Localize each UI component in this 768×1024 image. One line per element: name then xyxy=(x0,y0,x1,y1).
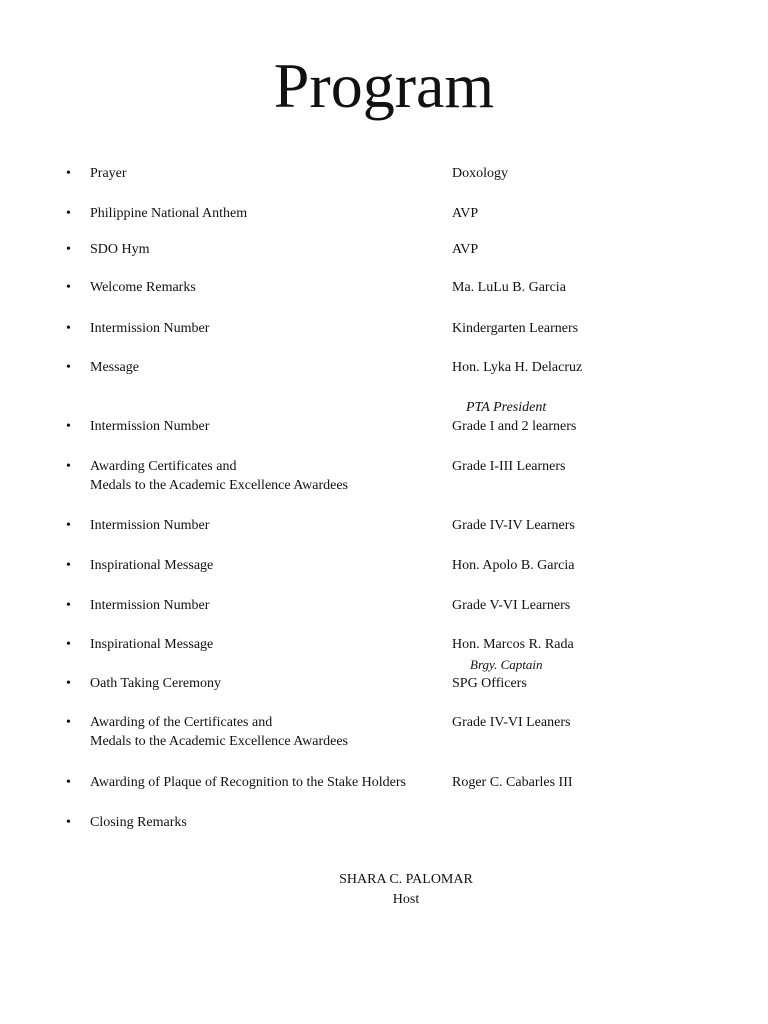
program-item-event-line: Message xyxy=(90,360,139,375)
program-item-performer: Doxology xyxy=(452,166,508,181)
bullet-icon: • xyxy=(66,360,71,375)
program-item-event xyxy=(90,813,440,832)
performer-subtitle-pta-president: PTA President xyxy=(466,400,547,415)
program-item-performer: Hon. Lyka H. Delacruz xyxy=(452,360,583,375)
host-role: Host xyxy=(392,892,420,907)
bullet-icon: • xyxy=(66,598,71,613)
bullet-icon: • xyxy=(66,459,71,474)
program-item-event-line: Medals to the Academic Excellence Awardees xyxy=(90,478,348,493)
program-item-event-line: Intermission Number xyxy=(90,598,210,613)
program-item-performer: Grade IV-VI Leaners xyxy=(452,715,571,730)
program-item-performer: AVP xyxy=(452,242,479,257)
program-item-performer: Hon. Marcos R. Rada xyxy=(452,637,574,652)
program-item-event-line: Intermission Number xyxy=(90,419,210,434)
program-item-event xyxy=(90,596,440,615)
program-item-event xyxy=(90,240,440,259)
program-item-event-line: Inspirational Message xyxy=(90,637,214,652)
program-item-performer: AVP xyxy=(452,206,479,221)
program-item-event-line: Awarding of Plaque of Recognition to the Stake Holders xyxy=(90,775,406,790)
program-item-event xyxy=(90,417,440,436)
program-item-event-line: Medals to the Academic Excellence Awardees xyxy=(90,734,348,749)
program-item-event-line: Inspirational Message xyxy=(90,558,214,573)
program-item-performer: Hon. Apolo B. Garcia xyxy=(452,558,575,573)
program-item-performer: Ma. LuLu B. Garcia xyxy=(452,280,566,295)
bullet-icon: • xyxy=(66,715,71,730)
program-item-event-line: Awarding of the Certificates and xyxy=(90,715,273,730)
bullet-icon: • xyxy=(66,206,71,221)
bullet-icon: • xyxy=(66,518,71,533)
program-item-event-line: Welcome Remarks xyxy=(90,280,196,295)
program-item-event xyxy=(90,556,440,575)
bullet-icon: • xyxy=(66,321,71,336)
host-name: SHARA C. PALOMAR xyxy=(339,872,473,887)
program-item-event-line: SDO Hym xyxy=(90,242,150,257)
program-item-event-line: Prayer xyxy=(90,166,127,181)
program-item-event-line: Intermission Number xyxy=(90,321,210,336)
program-item-event-line: Closing Remarks xyxy=(90,815,187,830)
program-item-performer: Grade I-III Learners xyxy=(452,459,566,474)
page-title: Program xyxy=(273,50,495,121)
bullet-icon: • xyxy=(66,166,71,181)
bullet-icon: • xyxy=(66,637,71,652)
program-item-event-line: Intermission Number xyxy=(90,518,210,533)
program-item-event xyxy=(90,204,440,223)
program-item-event xyxy=(90,635,440,654)
bullet-icon: • xyxy=(66,558,71,573)
program-item-event xyxy=(90,278,440,297)
program-item-performer: Grade I and 2 learners xyxy=(452,419,577,434)
program-item-event xyxy=(90,516,440,535)
program-item-event-line: Philippine National Anthem xyxy=(90,206,248,221)
bullet-icon: • xyxy=(66,242,71,257)
performer-subtitle-brgy-captain: Brgy. Captain xyxy=(470,657,543,672)
program-item-event xyxy=(90,674,440,693)
program-item-performer: SPG Officers xyxy=(452,676,527,691)
program-item-performer: Kindergarten Learners xyxy=(452,321,579,336)
program-item-event xyxy=(90,773,440,792)
bullet-icon: • xyxy=(66,280,71,295)
program-item-event xyxy=(90,319,440,338)
program-item-event-line: Oath Taking Ceremony xyxy=(90,676,221,691)
program-item-event xyxy=(90,713,440,751)
program-item-event-line: Awarding Certificates and xyxy=(90,459,237,474)
bullet-icon: • xyxy=(66,775,71,790)
bullet-icon: • xyxy=(66,815,71,830)
program-item-performer: Grade V-VI Learners xyxy=(452,598,571,613)
bullet-icon: • xyxy=(66,419,71,434)
program-item-event xyxy=(90,457,440,495)
program-item-event xyxy=(90,164,440,183)
program-item-performer: Grade IV-IV Learners xyxy=(452,518,575,533)
program-item-event xyxy=(90,358,440,377)
bullet-icon: • xyxy=(66,676,71,691)
program-item-performer: Roger C. Cabarles III xyxy=(452,775,573,790)
